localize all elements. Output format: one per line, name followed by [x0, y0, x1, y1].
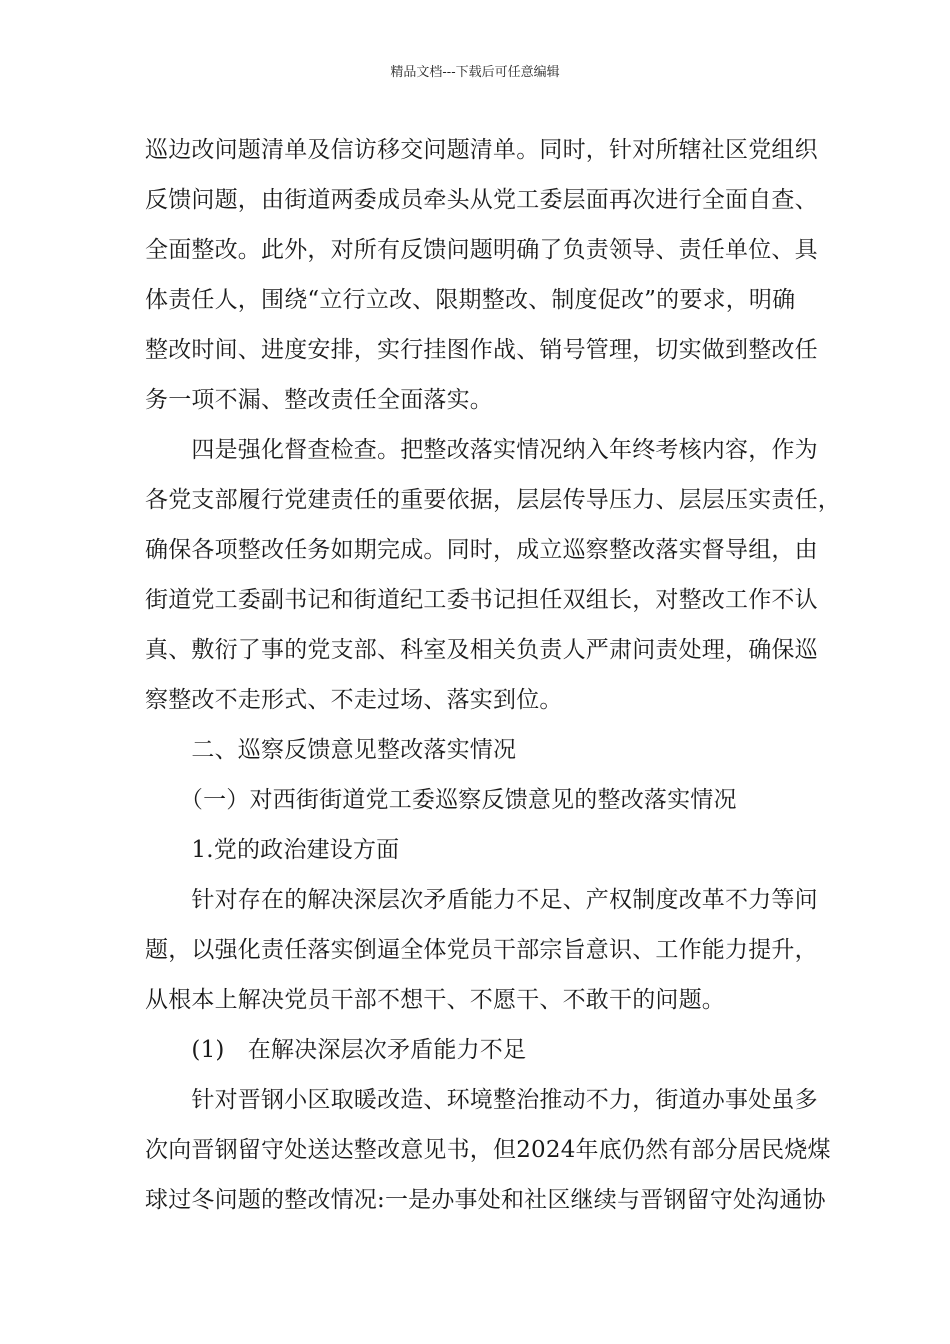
- body-line-16: 针对存在的解决深层次矛盾能力不足、产权制度改革不力等问: [145, 887, 818, 913]
- section-heading: 二、巡察反馈意见整改落实情况: [145, 737, 517, 763]
- body-line-17: 题，以强化责任落实倒逼全体党员干部宗旨意识、工作能力提升，: [145, 937, 818, 963]
- body-line-22: 球过冬问题的整改情况:一是办事处和社区继续与晋钢留守处沟通协: [145, 1187, 826, 1213]
- body-line-5: 整改时间、进度安排，实行挂图作战、销号管理，切实做到整改任: [145, 337, 818, 363]
- body-line-6: 务一项不漏、整改责任全面落实。: [145, 387, 493, 413]
- body-line-1: 巡边改问题清单及信访移交问题清单。同时，针对所辖社区党组织: [145, 137, 818, 163]
- body-line-4: 体责任人，围绕“立行立改、限期整改、制度促改”的要求，明确: [145, 287, 796, 313]
- body-line-8: 各党支部履行党建责任的重要依据，层层传导压力、层层压实责任，: [145, 487, 841, 513]
- body-line-9: 确保各项整改任务如期完成。同时，成立巡察整改落实督导组，由: [145, 537, 818, 563]
- numbered-subheading: (1) 在解决深层次矛盾能力不足: [145, 1037, 527, 1063]
- body-line-2: 反馈问题，由街道两委成员牵头从党工委层面再次进行全面自查、: [145, 187, 818, 213]
- body-line-21: 次向晋钢留守处送达整改意见书，但2024年底仍然有部分居民烧煤: [145, 1137, 831, 1163]
- body-line-7: 四是强化督查检查。把整改落实情况纳入年终考核内容，作为: [145, 437, 818, 463]
- body-line-3: 全面整改。此外，对所有反馈问题明确了负责领导、责任单位、具: [145, 237, 818, 263]
- page-header: 精品文档---下载后可任意编辑: [390, 65, 560, 80]
- body-line-10: 街道党工委副书记和街道纪工委书记担任双组长，对整改工作不认: [145, 587, 818, 613]
- body-line-20: 针对晋钢小区取暖改造、环境整治推动不力，街道办事处虽多: [145, 1087, 818, 1113]
- item-heading: 1.党的政治建设方面: [145, 837, 400, 863]
- subsection-heading: （一）对西街街道党工委巡察反馈意见的整改落实情况: [145, 787, 737, 813]
- body-line-11: 真、敷衍了事的党支部、科室及相关负责人严肃问责处理，确保巡: [145, 637, 818, 663]
- body-line-12: 察整改不走形式、不走过场、落实到位。: [145, 687, 563, 713]
- body-line-18: 从根本上解决党员干部不想干、不愿干、不敢干的问题。: [145, 987, 725, 1013]
